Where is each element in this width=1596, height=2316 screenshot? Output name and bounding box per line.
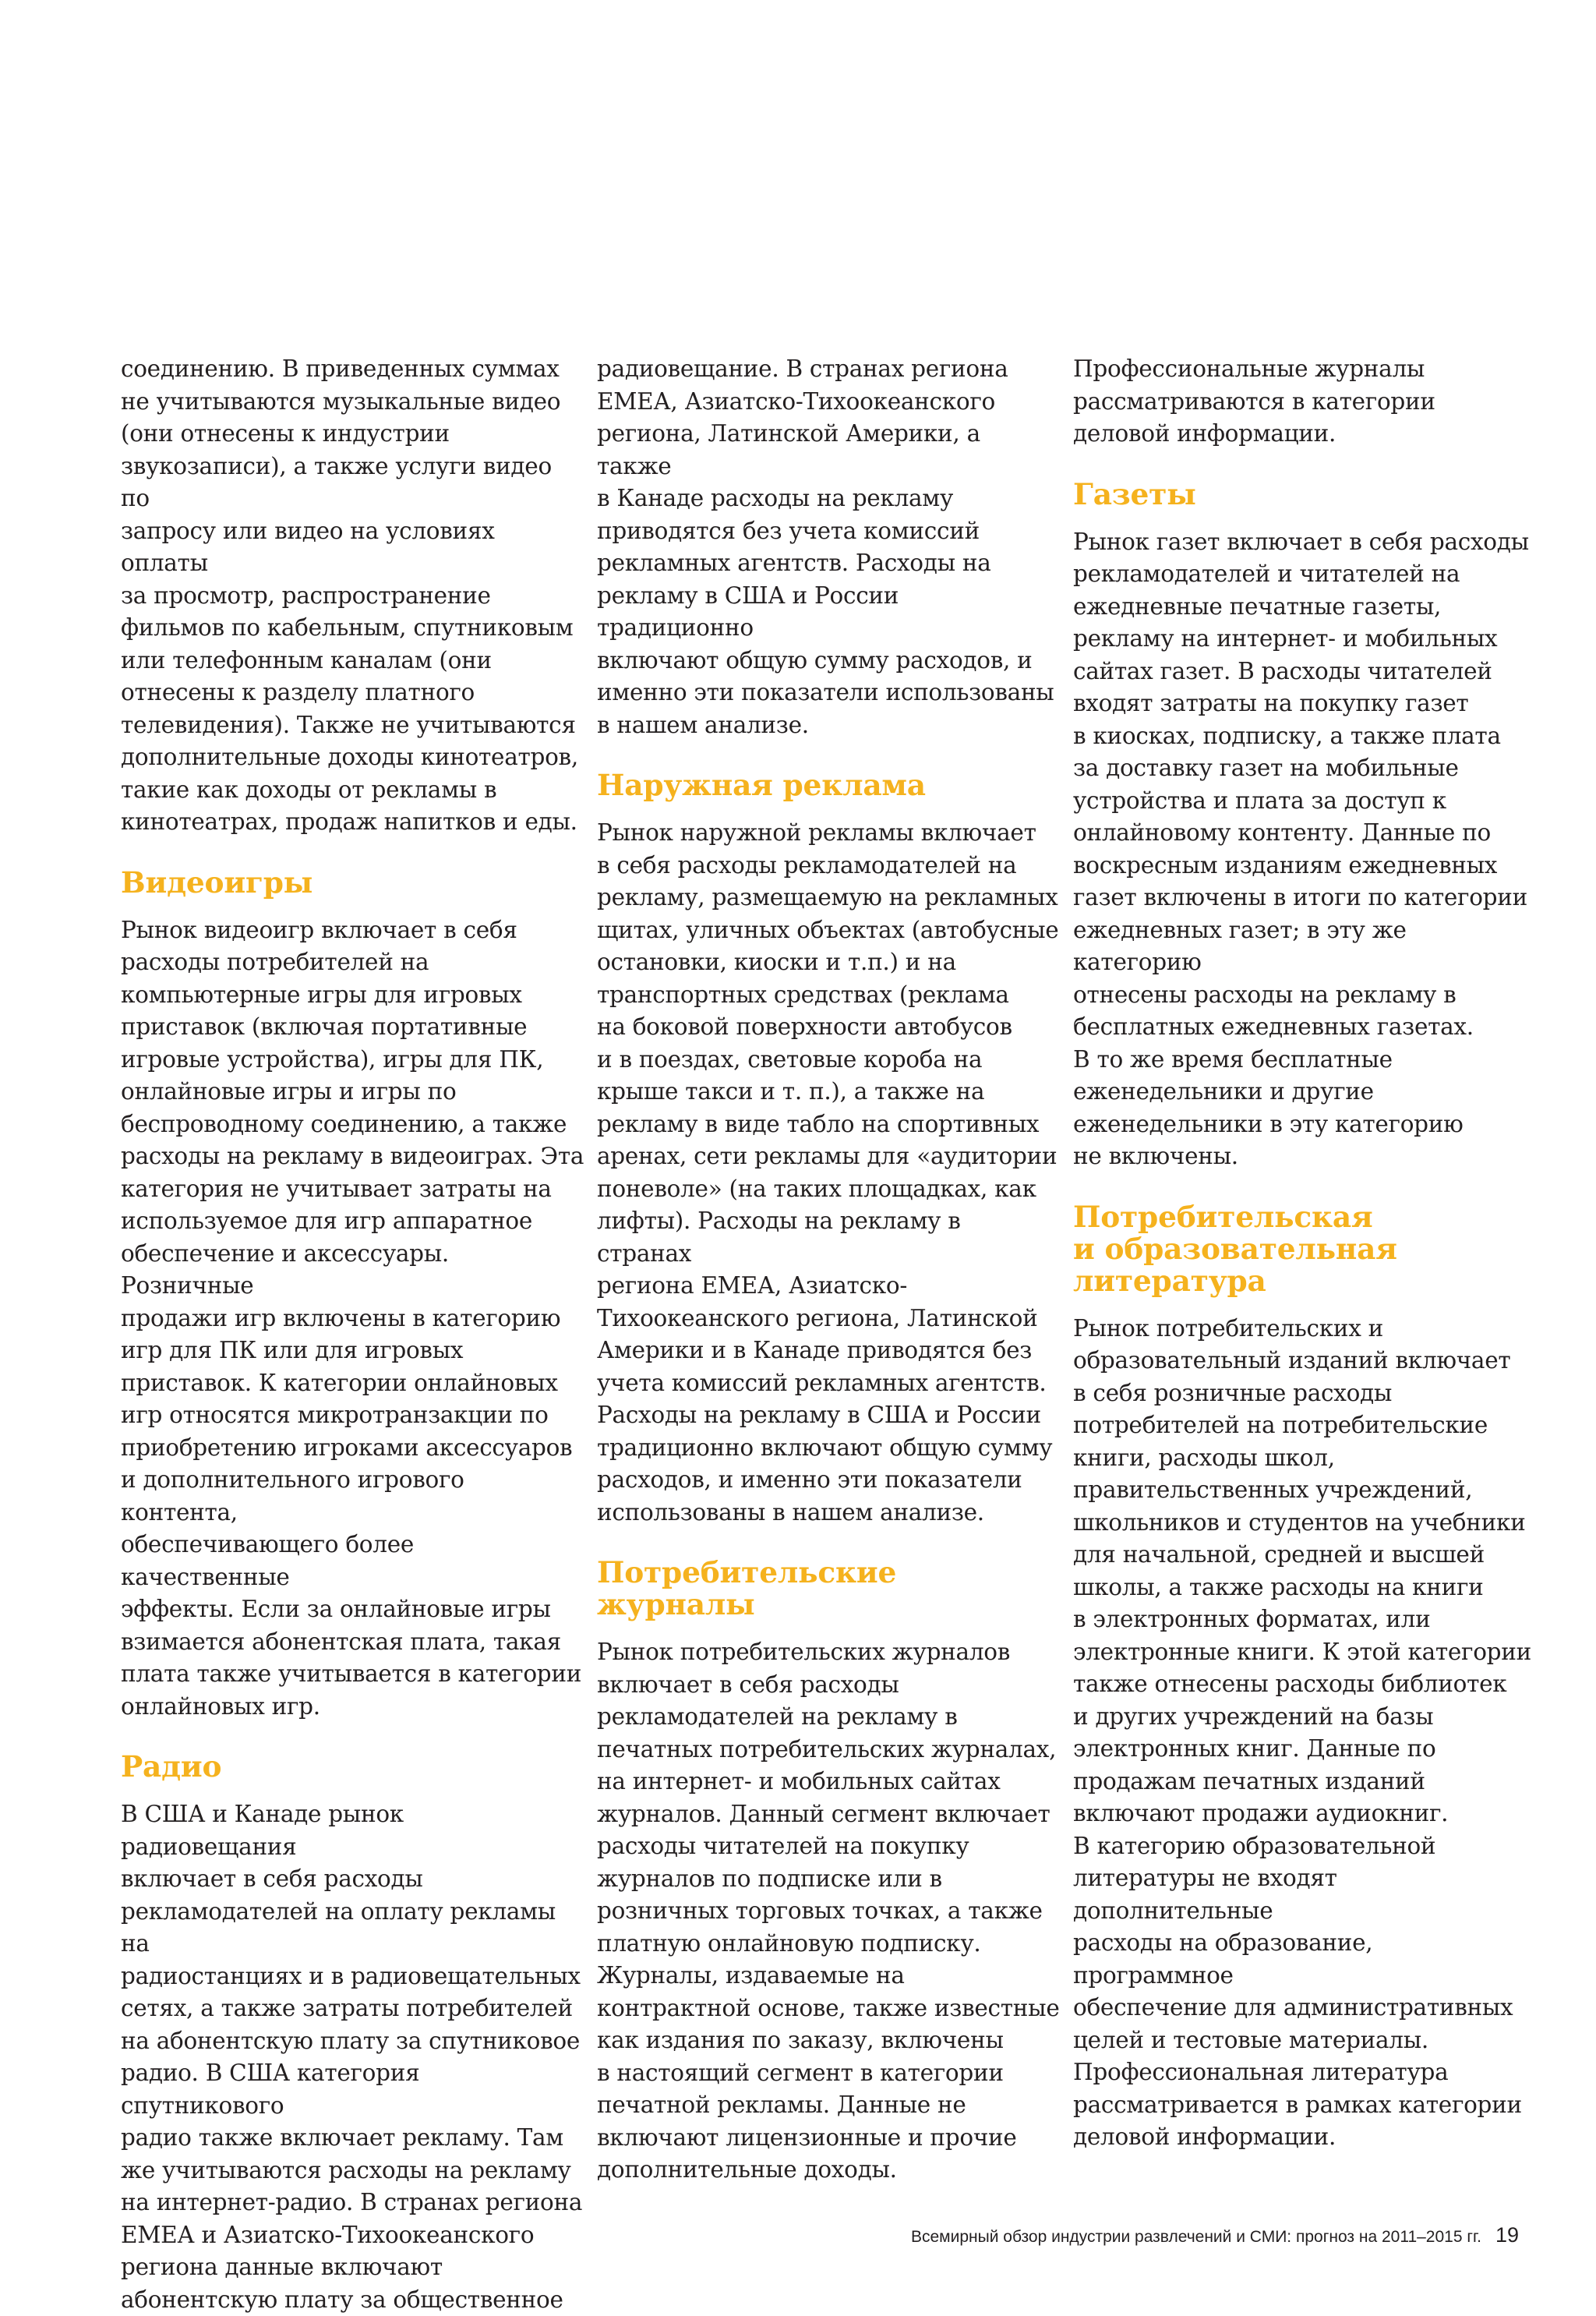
text-line: включают продажи аудиокниг.: [1073, 1798, 1537, 1830]
text-line: Рынок потребительских журналов: [597, 1636, 1061, 1669]
text-line: такие как доходы от рекламы в: [121, 774, 584, 807]
paragraph: [1073, 1313, 1537, 2154]
text-line: включают общую сумму расходов, и: [597, 645, 1061, 677]
heading-line: Газеты: [1073, 479, 1537, 511]
text-line: ежедневных газет; в эту же категорию: [1073, 914, 1537, 979]
text-line: именно эти показатели использованы: [597, 677, 1061, 709]
text-line: дополнительные доходы кинотеатров,: [121, 741, 584, 774]
text-line: расходы потребителей на: [121, 946, 584, 979]
text-line: также отнесены расходы библиотек: [1073, 1668, 1537, 1701]
section-heading: [597, 1557, 1061, 1621]
text-line: школьников и студентов на учебники: [1073, 1507, 1537, 1540]
paragraph: [1073, 526, 1537, 1173]
text-line: рекламных агентств. Расходы на: [597, 547, 1061, 580]
paragraph: [121, 1798, 584, 2316]
section-heading: [1073, 479, 1537, 511]
text-line: включает в себя расходы: [121, 1863, 584, 1896]
text-line: газет включены в итоги по категории: [1073, 882, 1537, 914]
paragraph: [121, 353, 584, 839]
text-line: еженедельники в эту категорию: [1073, 1108, 1537, 1141]
text-line: розничных торговых точках, а также: [597, 1895, 1061, 1928]
text-line: рекламу в виде табло на спортивных: [597, 1108, 1061, 1141]
text-line: сетях, а также затраты потребителей: [121, 1992, 584, 2025]
heading-line: и образовательная: [1073, 1233, 1537, 1265]
text-line: книги, расходы школ,: [1073, 1442, 1537, 1475]
text-line: щитах, уличных объектах (автобусные: [597, 914, 1061, 947]
text-line: приводятся без учета комиссий: [597, 515, 1061, 548]
text-line: игр для ПК или для игровых: [121, 1335, 584, 1367]
heading-line: Потребительские журналы: [597, 1557, 1061, 1621]
text-line: и дополнительного игрового контента,: [121, 1464, 584, 1529]
text-line: (они отнесены к индустрии: [121, 418, 584, 451]
text-line: приставок. К категории онлайновых: [121, 1367, 584, 1400]
text-line: деловой информации.: [1073, 2121, 1537, 2154]
text-line: В США и Канаде рынок радиовещания: [121, 1798, 584, 1863]
text-line: рекламодателей и читателей на: [1073, 558, 1537, 591]
text-line: дополнительные доходы.: [597, 2154, 1061, 2187]
text-line: традиционно включают общую сумму: [597, 1432, 1061, 1465]
text-line: региона ЕМЕА, Азиатско-: [597, 1270, 1061, 1303]
text-line: взимается абонентская плата, такая: [121, 1626, 584, 1659]
text-line: или телефонным каналам (они: [121, 645, 584, 677]
heading-line: Видеоигры: [121, 867, 584, 899]
heading-line: Потребительская: [1073, 1201, 1537, 1233]
text-line: потребителей на потребительские: [1073, 1409, 1537, 1442]
text-line: рекламодателей на оплату рекламы на: [121, 1896, 584, 1961]
text-line: рекламодателей на рекламу в: [597, 1701, 1061, 1734]
text-line: включает в себя расходы: [597, 1669, 1061, 1702]
text-line: Рынок наружной рекламы включает: [597, 817, 1061, 850]
text-line: радиовещание. В странах региона: [597, 353, 1061, 386]
text-line: лифты). Расходы на рекламу в странах: [597, 1205, 1061, 1270]
text-line: транспортных средствах (реклама: [597, 979, 1061, 1012]
heading-line: Радио: [121, 1751, 584, 1783]
text-line: на боковой поверхности автобусов: [597, 1011, 1061, 1044]
text-line: В то же время бесплатные: [1073, 1044, 1537, 1077]
text-line: Америки и в Канаде приводятся без: [597, 1335, 1061, 1367]
text-line: игр относятся микротранзакции по: [121, 1399, 584, 1432]
text-line: обеспечение для административных: [1073, 1992, 1537, 2024]
text-line: Рынок потребительских и: [1073, 1313, 1537, 1345]
text-line: ежедневные печатные газеты,: [1073, 591, 1537, 624]
section-heading: [597, 769, 1061, 801]
text-line: образовательный изданий включает: [1073, 1345, 1537, 1377]
text-line: устройства и плата за доступ к: [1073, 785, 1537, 818]
text-line: ЕМЕА и Азиатско-Тихоокеанского: [121, 2219, 584, 2252]
text-line: онлайновых игр.: [121, 1691, 584, 1724]
text-line: беспроводному соединению, а также: [121, 1108, 584, 1141]
text-line: в электронных форматах, или: [1073, 1604, 1537, 1636]
text-line: категория не учитывает затраты на: [121, 1173, 584, 1206]
text-line: онлайновому контенту. Данные по: [1073, 817, 1537, 850]
section-heading: [1073, 1201, 1537, 1297]
paragraph: [597, 817, 1061, 1529]
text-line: за доставку газет на мобильные: [1073, 752, 1537, 785]
text-line: онлайновые игры и игры по: [121, 1076, 584, 1108]
text-line: радио. В США категория спутникового: [121, 2057, 584, 2122]
text-line: в настоящий сегмент в категории: [597, 2057, 1061, 2090]
text-line: плата также учитывается в категории: [121, 1658, 584, 1691]
text-line: радиостанциях и в радиовещательных: [121, 1961, 584, 1993]
text-line: печатных потребительских журналах,: [597, 1734, 1061, 1766]
footer-title: Всемирный обзор индустрии развлечений и СМИ: прогноз на 2011–2015 гг.: [911, 2228, 1481, 2246]
paragraph: [121, 914, 584, 1724]
text-line: сайтах газет. В расходы читателей: [1073, 656, 1537, 688]
text-line: крыше такси и т. п.), а также на: [597, 1076, 1061, 1108]
text-line: рассматриваются в категории: [1073, 386, 1537, 419]
text-line: и других учреждений на базы: [1073, 1701, 1537, 1734]
text-line: электронных книг. Данные по: [1073, 1733, 1537, 1766]
text-line: игровые устройства), игры для ПК,: [121, 1044, 584, 1077]
heading-line: литература: [1073, 1265, 1537, 1297]
text-line: входят затраты на покупку газет: [1073, 688, 1537, 720]
text-line: расходы на образование, программное: [1073, 1927, 1537, 1992]
text-line: отнесены расходы на рекламу в: [1073, 979, 1537, 1012]
text-line: Тихоокеанского региона, Латинской: [597, 1303, 1061, 1335]
text-line: на абонентскую плату за спутниковое: [121, 2025, 584, 2058]
text-line: как издания по заказу, включены: [597, 2024, 1061, 2057]
section-heading: [121, 1751, 584, 1783]
text-line: не включены.: [1073, 1140, 1537, 1173]
page-footer: [911, 2223, 1519, 2247]
page-number: 19: [1495, 2223, 1519, 2247]
text-line: соединению. В приведенных суммах: [121, 353, 584, 386]
text-line: в себя розничные расходы: [1073, 1377, 1537, 1410]
text-line: В категорию образовательной: [1073, 1830, 1537, 1863]
text-line: обеспечение и аксессуары. Розничные: [121, 1238, 584, 1303]
text-line: бесплатных ежедневных газетах.: [1073, 1011, 1537, 1044]
text-line: на интернет-радио. В странах региона: [121, 2187, 584, 2219]
text-line: в себя расходы рекламодателей на: [597, 850, 1061, 882]
text-line: продажи игр включены в категорию: [121, 1303, 584, 1335]
text-line: целей и тестовые материалы.: [1073, 2024, 1537, 2057]
text-line: в нашем анализе.: [597, 709, 1061, 742]
text-line: компьютерные игры для игровых: [121, 979, 584, 1012]
text-line: эффекты. Если за онлайновые игры: [121, 1593, 584, 1626]
text-line: региона данные включают: [121, 2251, 584, 2284]
text-line: и в поездах, световые короба на: [597, 1044, 1061, 1077]
text-line: абонентскую плату за общественное: [121, 2284, 584, 2316]
text-line: фильмов по кабельным, спутниковым: [121, 612, 584, 645]
text-line: телевидения). Также не учитываются: [121, 709, 584, 742]
text-line: обеспечивающего более качественные: [121, 1529, 584, 1593]
text-line: же учитываются расходы на рекламу: [121, 2155, 584, 2187]
text-line: использованы в нашем анализе.: [597, 1497, 1061, 1529]
column-3: [1073, 353, 1537, 2154]
text-line: рекламу, размещаемую на рекламных: [597, 882, 1061, 914]
text-line: журналов по подписке или в: [597, 1863, 1061, 1896]
text-line: используемое для игр аппаратное: [121, 1205, 584, 1238]
text-line: за просмотр, распространение: [121, 580, 584, 613]
text-line: еженедельники и другие: [1073, 1076, 1537, 1108]
text-line: запросу или видео на условиях оплаты: [121, 515, 584, 580]
text-line: в Канаде расходы на рекламу: [597, 483, 1061, 515]
text-line: звукозаписи), а также услуги видео по: [121, 451, 584, 515]
text-line: Журналы, издаваемые на: [597, 1960, 1061, 1992]
text-line: кинотеатрах, продаж напитков и еды.: [121, 806, 584, 839]
text-line: остановки, киоски и т.п.) и на: [597, 946, 1061, 979]
paragraph: [1073, 353, 1537, 451]
text-line: литературы не входят дополнительные: [1073, 1862, 1537, 1927]
text-line: Рынок газет включает в себя расходы: [1073, 526, 1537, 559]
text-line: электронные книги. К этой категории: [1073, 1636, 1537, 1669]
text-line: Расходы на рекламу в США и России: [597, 1399, 1061, 1432]
text-line: аренах, сети рекламы для «аудитории: [597, 1140, 1061, 1173]
text-line: журналов. Данный сегмент включает: [597, 1798, 1061, 1831]
column-2: [597, 353, 1061, 2187]
text-line: Рынок видеоигр включает в себя: [121, 914, 584, 947]
paragraph: [597, 353, 1061, 741]
text-line: для начальной, средней и высшей: [1073, 1539, 1537, 1572]
section-heading: [121, 867, 584, 899]
text-line: региона, Латинской Америки, а также: [597, 418, 1061, 483]
text-line: деловой информации.: [1073, 418, 1537, 451]
text-line: платную онлайновую подписку.: [597, 1928, 1061, 1961]
text-line: на интернет- и мобильных сайтах: [597, 1766, 1061, 1798]
text-line: отнесены к разделу платного: [121, 677, 584, 709]
text-line: контрактной основе, также известные: [597, 1992, 1061, 2025]
heading-line: Наружная реклама: [597, 769, 1061, 801]
column-1: [121, 353, 584, 2316]
text-line: расходы читателей на покупку: [597, 1830, 1061, 1863]
text-line: приставок (включая портативные: [121, 1011, 584, 1044]
text-line: школы, а также расходы на книги: [1073, 1572, 1537, 1604]
text-line: рассматривается в рамках категории: [1073, 2089, 1537, 2122]
text-line: ЕМЕА, Азиатско-Тихоокеанского: [597, 386, 1061, 419]
text-line: поневоле» (на таких площадках, как: [597, 1173, 1061, 1206]
text-line: включают лицензионные и прочие: [597, 2122, 1061, 2155]
text-line: учета комиссий рекламных агентств.: [597, 1367, 1061, 1400]
text-line: расходы на рекламу в видеоиграх. Эта: [121, 1140, 584, 1173]
text-line: не учитываются музыкальные видео: [121, 386, 584, 419]
paragraph: [597, 1636, 1061, 2187]
text-line: радио также включает рекламу. Там: [121, 2122, 584, 2155]
text-line: приобретению игроками аксессуаров: [121, 1432, 584, 1465]
text-line: Профессиональные журналы: [1073, 353, 1537, 386]
text-line: продажам печатных изданий: [1073, 1766, 1537, 1798]
text-line: рекламу в США и России традиционно: [597, 580, 1061, 645]
text-line: Профессиональная литература: [1073, 2056, 1537, 2089]
text-line: печатной рекламы. Данные не: [597, 2089, 1061, 2122]
text-line: расходов, и именно эти показатели: [597, 1464, 1061, 1497]
text-line: рекламу на интернет- и мобильных: [1073, 623, 1537, 656]
text-line: правительственных учреждений,: [1073, 1474, 1537, 1507]
text-line: воскресным изданиям ежедневных: [1073, 850, 1537, 882]
text-line: в киосках, подписку, а также плата: [1073, 720, 1537, 753]
